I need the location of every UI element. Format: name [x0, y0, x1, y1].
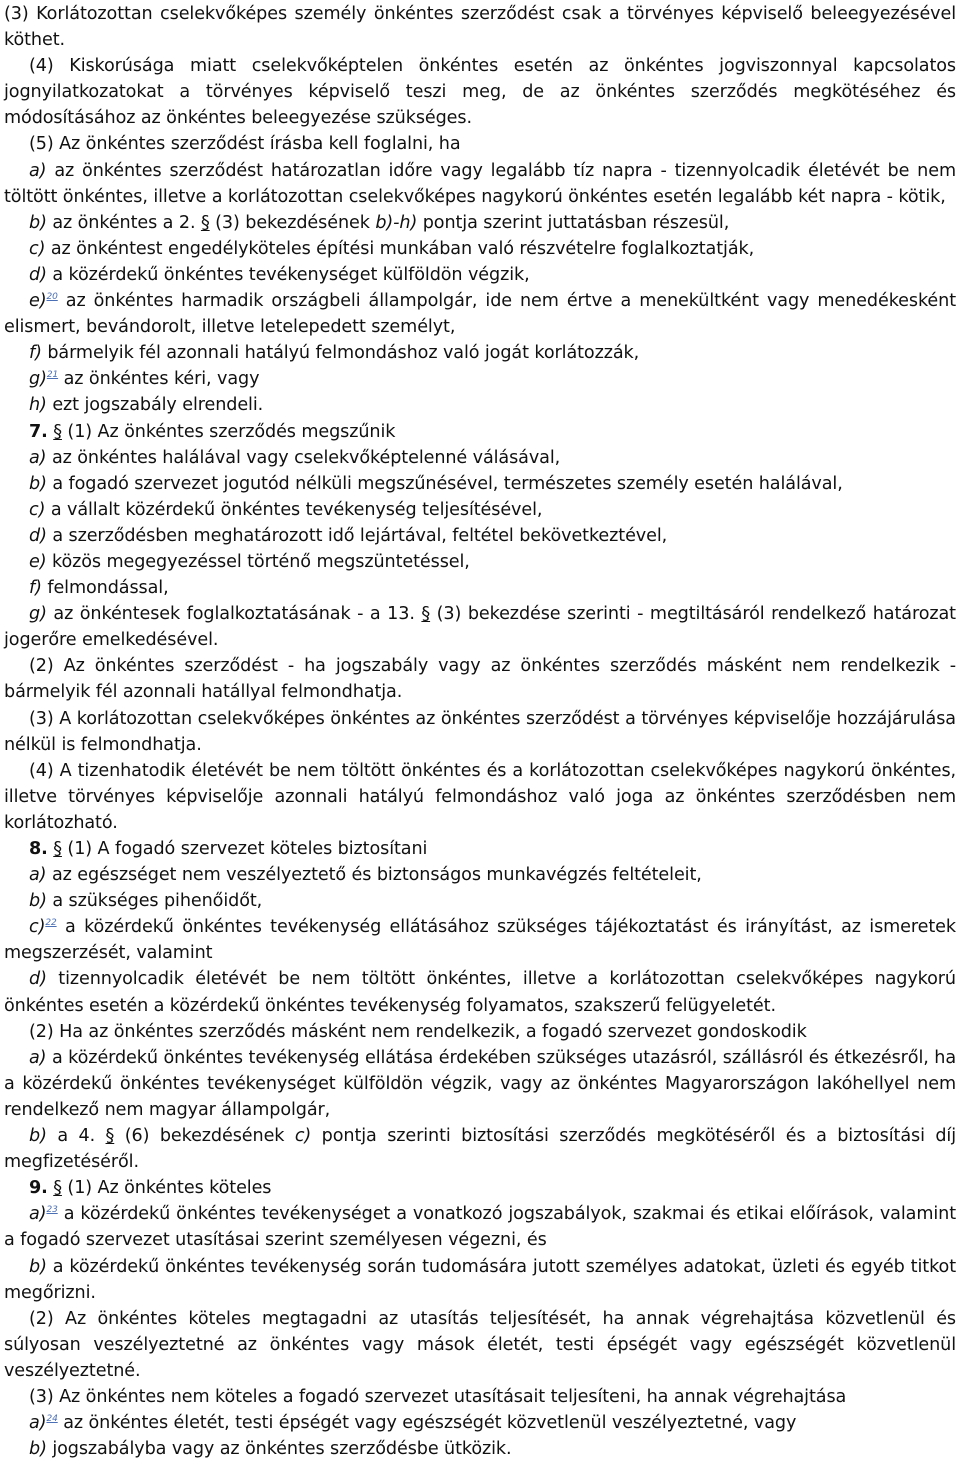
point-label: d) — [29, 525, 47, 546]
paragraph-text: a szerződésben meghatározott idő lejártával, feltétel bekövetkeztével, — [46, 525, 668, 546]
paragraph — [4, 1254, 956, 1306]
paragraph — [4, 1, 956, 53]
paragraph-text: (2) Ha az önkéntes szerződés másként nem rendelkezik, a fogadó szervezet gondoskodik — [29, 1021, 807, 1042]
paragraph-text: (3) Az önkéntes nem köteles a fogadó szervezet utasításait teljesíteni, ha annak végrehajtása — [29, 1386, 847, 1407]
paragraph — [4, 210, 956, 236]
paragraph-text: pontja szerint juttatásban részesül, — [417, 212, 730, 233]
paragraph-text: a közérdekű önkéntes tevékenység során tudomására jutott személyes adatokat, üzleti és egyéb titkot megőrizni. — [4, 1256, 956, 1303]
paragraph — [4, 131, 956, 157]
point-label: a) — [29, 447, 47, 468]
paragraph — [4, 340, 956, 366]
point-label: b) — [29, 1256, 47, 1277]
point-label: b) — [29, 891, 47, 912]
point-label: a) — [29, 1047, 47, 1068]
point-label: c) — [294, 1126, 312, 1147]
paragraph — [4, 575, 956, 601]
paragraph-text: a vállalt közérdekű önkéntes tevékenység teljesítésével, — [45, 499, 543, 520]
paragraph-text: (6) bekezdésének — [114, 1126, 295, 1147]
paragraph-text: a fogadó szervezet jogutód nélküli megszűnésével, természetes személy esetén halálával, — [46, 473, 843, 494]
paragraph — [4, 862, 956, 888]
paragraph — [4, 888, 956, 914]
paragraph-text: a 4. — [46, 1126, 106, 1147]
paragraph-text: az önkéntes kéri, vagy — [58, 369, 260, 390]
paragraph-text: az önkéntesek foglalkoztatásának - a 13. — [46, 604, 422, 625]
paragraph — [4, 1019, 956, 1045]
paragraph-text: (3) bekezdésének — [209, 212, 376, 233]
point-label: a) — [29, 865, 47, 886]
paragraph-text: (5) Az önkéntes szerződést írásba kell foglalni, ha — [29, 134, 461, 155]
paragraph-text: a közérdekű önkéntes tevékenység ellátása érdekében szükséges utazásról, szállásról és étkezésről, ha a közérdekű önkéntes tevékenységet külföldön végzik, vagy az önkéntes Magyarországon lakóhellyel nem rendelkező nem magyar állampolgár, — [4, 1047, 956, 1120]
paragraph — [4, 758, 956, 836]
section-link[interactable]: § — [53, 421, 62, 442]
paragraph — [4, 366, 956, 392]
paragraph — [4, 419, 956, 445]
section-number: 7. — [29, 421, 48, 442]
section-number: 9. — [29, 1178, 48, 1199]
paragraph — [4, 601, 956, 653]
paragraph — [4, 392, 956, 418]
section-link[interactable]: § — [200, 212, 210, 233]
point-label: f) — [29, 578, 42, 599]
paragraph-text: (4) Kiskorúsága miatt cselekvőképtelen önkéntes esetén az önkéntes jogviszonnyal kapcsolatos jognyilatkozatokat a törvényes képviselő teszi meg, de az önkéntes szerződés megkötéséhez és módosításához az önkéntes beleegyezése szükséges. — [4, 56, 956, 129]
paragraph-text: az önkéntes harmadik országbeli állampolgár, ide nem értve a menekültként vagy menedékesként elismert, bevándorolt, illetve letelepedett személyt, — [4, 291, 956, 338]
paragraph-text: (1) A fogadó szervezet köteles biztosítani — [61, 839, 428, 859]
paragraph-text: (2) Az önkéntes köteles megtagadni az utasítás teljesítését, ha annak végrehajtása közvetlenül és súlyosan veszélyeztetné az önkéntes vagy mások életét, testi épségét vagy egészségét közvetlenül veszélyeztetné. — [4, 1308, 956, 1381]
footnote-link[interactable]: 22 — [45, 918, 57, 929]
paragraph-text: az önkéntes halálával vagy cselekvőképtelenné válásával, — [46, 447, 561, 468]
paragraph-text: az önkéntes a 2. — [46, 212, 201, 233]
section-link[interactable]: § — [105, 1126, 115, 1147]
point-label: c) — [29, 499, 46, 520]
footnote-link[interactable]: 23 — [46, 1205, 58, 1216]
paragraph-text: az önkéntest engedélyköteles építési munkában való részvételre foglalkoztatják, — [45, 238, 755, 259]
paragraph-text: bármelyik fél azonnali hatályú felmondáshoz való jogát korlátozzák, — [41, 343, 640, 364]
paragraph — [4, 523, 956, 549]
point-label: f) — [29, 343, 42, 364]
footnote-link[interactable]: 21 — [46, 370, 59, 381]
paragraph-text: a közérdekű önkéntes tevékenységet külföldön végzik, — [46, 264, 530, 285]
paragraph-text: ezt jogszabály elrendeli. — [46, 395, 264, 416]
paragraph — [4, 1410, 956, 1436]
paragraph — [4, 836, 956, 862]
point-label: b) — [29, 212, 47, 233]
paragraph-text: (3) A korlátozottan cselekvőképes önkéntes az önkéntes szerződést a törvényes képviselője hozzájárulása nélkül is felmondhatja. — [4, 708, 956, 755]
paragraph-text: közös megegyezéssel történő megszüntetéssel, — [46, 551, 470, 572]
point-label: d) — [29, 264, 47, 285]
point-label: d) — [29, 969, 47, 990]
paragraph — [4, 236, 956, 262]
point-label: h) — [29, 395, 47, 416]
paragraph-text: (3) bekezdése szerinti - megtiltásáról rendelkező határozat jogerőre emelkedésével. — [4, 604, 956, 651]
paragraph — [4, 158, 956, 210]
paragraph-text: (3) Korlátozottan cselekvőképes személy önkéntes szerződést csak a törvényes képviselő beleegyezésével köthet. — [4, 4, 956, 51]
paragraph-text: a közérdekű önkéntes tevékenység ellátásához szükséges tájékoztatást és irányítást, az ismeretek megszerzését, valamint — [4, 917, 956, 964]
section-number: 8. — [29, 839, 48, 859]
paragraph — [4, 1306, 956, 1384]
paragraph — [4, 471, 956, 497]
paragraph — [4, 653, 956, 705]
paragraph — [4, 1384, 956, 1410]
paragraph — [4, 1045, 956, 1123]
footnote-link[interactable]: 20 — [46, 292, 58, 303]
point-label: a) — [29, 160, 47, 181]
point-label: c) — [29, 917, 46, 938]
point-label: b) — [29, 1126, 47, 1147]
section-link[interactable]: § — [421, 604, 431, 625]
paragraph-text: az egészséget nem veszélyeztető és biztonságos munkavégzés feltételeit, — [46, 865, 702, 886]
paragraph-text: jogszabályba vagy az önkéntes szerződésbe ütközik. — [46, 1439, 512, 1460]
paragraph — [4, 706, 956, 758]
paragraph — [4, 53, 956, 131]
section-link[interactable]: § — [53, 1178, 62, 1199]
paragraph-text: pontja szerinti biztosítási szerződés megkötéséről és a biztosítási díj megfizetéséről. — [4, 1126, 956, 1173]
paragraph-text: az önkéntes életét, testi épségét vagy egészségét közvetlenül veszélyeztetné, vagy — [57, 1413, 797, 1434]
paragraph-text: (4) A tizenhatodik életévét be nem töltött önkéntes és a korlátozottan cselekvőképes nagykorú önkéntes, illetve törvényes képviselője azonnali hatályú felmondáshoz való joga az önkéntes szerződésben nem korlátozható. — [4, 760, 956, 833]
paragraph — [4, 1436, 956, 1462]
paragraph — [4, 1175, 956, 1201]
paragraph-text: tizennyolcadik életévét be nem töltött önkéntes, illetve a korlátozottan cselekvőképes nagykorú önkéntes esetén a közérdekű önkéntes tevékenység folyamatos, szakszerű felügyeletét. — [4, 969, 956, 1016]
paragraph-text: (2) Az önkéntes szerződést - ha jogszabály vagy az önkéntes szerződés másként nem rendelkezik - bármelyik fél azonnali hatállyal felmondhatja. — [4, 656, 956, 703]
section-link[interactable]: § — [53, 839, 62, 859]
paragraph — [4, 288, 956, 340]
paragraph-text: (1) Az önkéntes szerződés megszűnik — [61, 421, 396, 442]
paragraph — [4, 1201, 956, 1253]
paragraph — [4, 914, 956, 966]
point-label: b) — [29, 1439, 47, 1460]
paragraph-text: (1) Az önkéntes köteles — [61, 1178, 272, 1199]
point-label: e) — [29, 291, 47, 312]
paragraph — [4, 1123, 956, 1175]
point-label: a) — [29, 1413, 47, 1434]
paragraph-text: felmondással, — [41, 578, 169, 599]
point-label: c) — [29, 238, 46, 259]
point-label: a) — [29, 1204, 47, 1225]
footnote-link[interactable]: 24 — [46, 1414, 58, 1425]
paragraph — [4, 497, 956, 523]
paragraph — [4, 445, 956, 471]
paragraph-text: a közérdekű önkéntes tevékenységet a vonatkozó jogszabályok, szakmai és etikai előírások, valamint a fogadó szervezet utasításai szerint személyesen végezni, és — [4, 1204, 956, 1251]
paragraph — [4, 262, 956, 288]
point-label: g) — [29, 604, 47, 625]
paragraph-text: a szükséges pihenőidőt, — [46, 891, 263, 912]
point-label: b)-h) — [375, 212, 418, 233]
paragraph-text: az önkéntes szerződést határozatlan időre vagy legalább tíz napra - tizennyolcadik életévét be nem töltött önkéntes, illetve a korlátozottan cselekvőképes nagykorú önkéntes esetén legalább két napra - kötik, — [4, 160, 956, 207]
point-label: b) — [29, 473, 47, 494]
paragraph — [4, 549, 956, 575]
point-label: e) — [29, 551, 47, 572]
point-label: g) — [29, 369, 47, 390]
paragraph — [4, 966, 956, 1018]
